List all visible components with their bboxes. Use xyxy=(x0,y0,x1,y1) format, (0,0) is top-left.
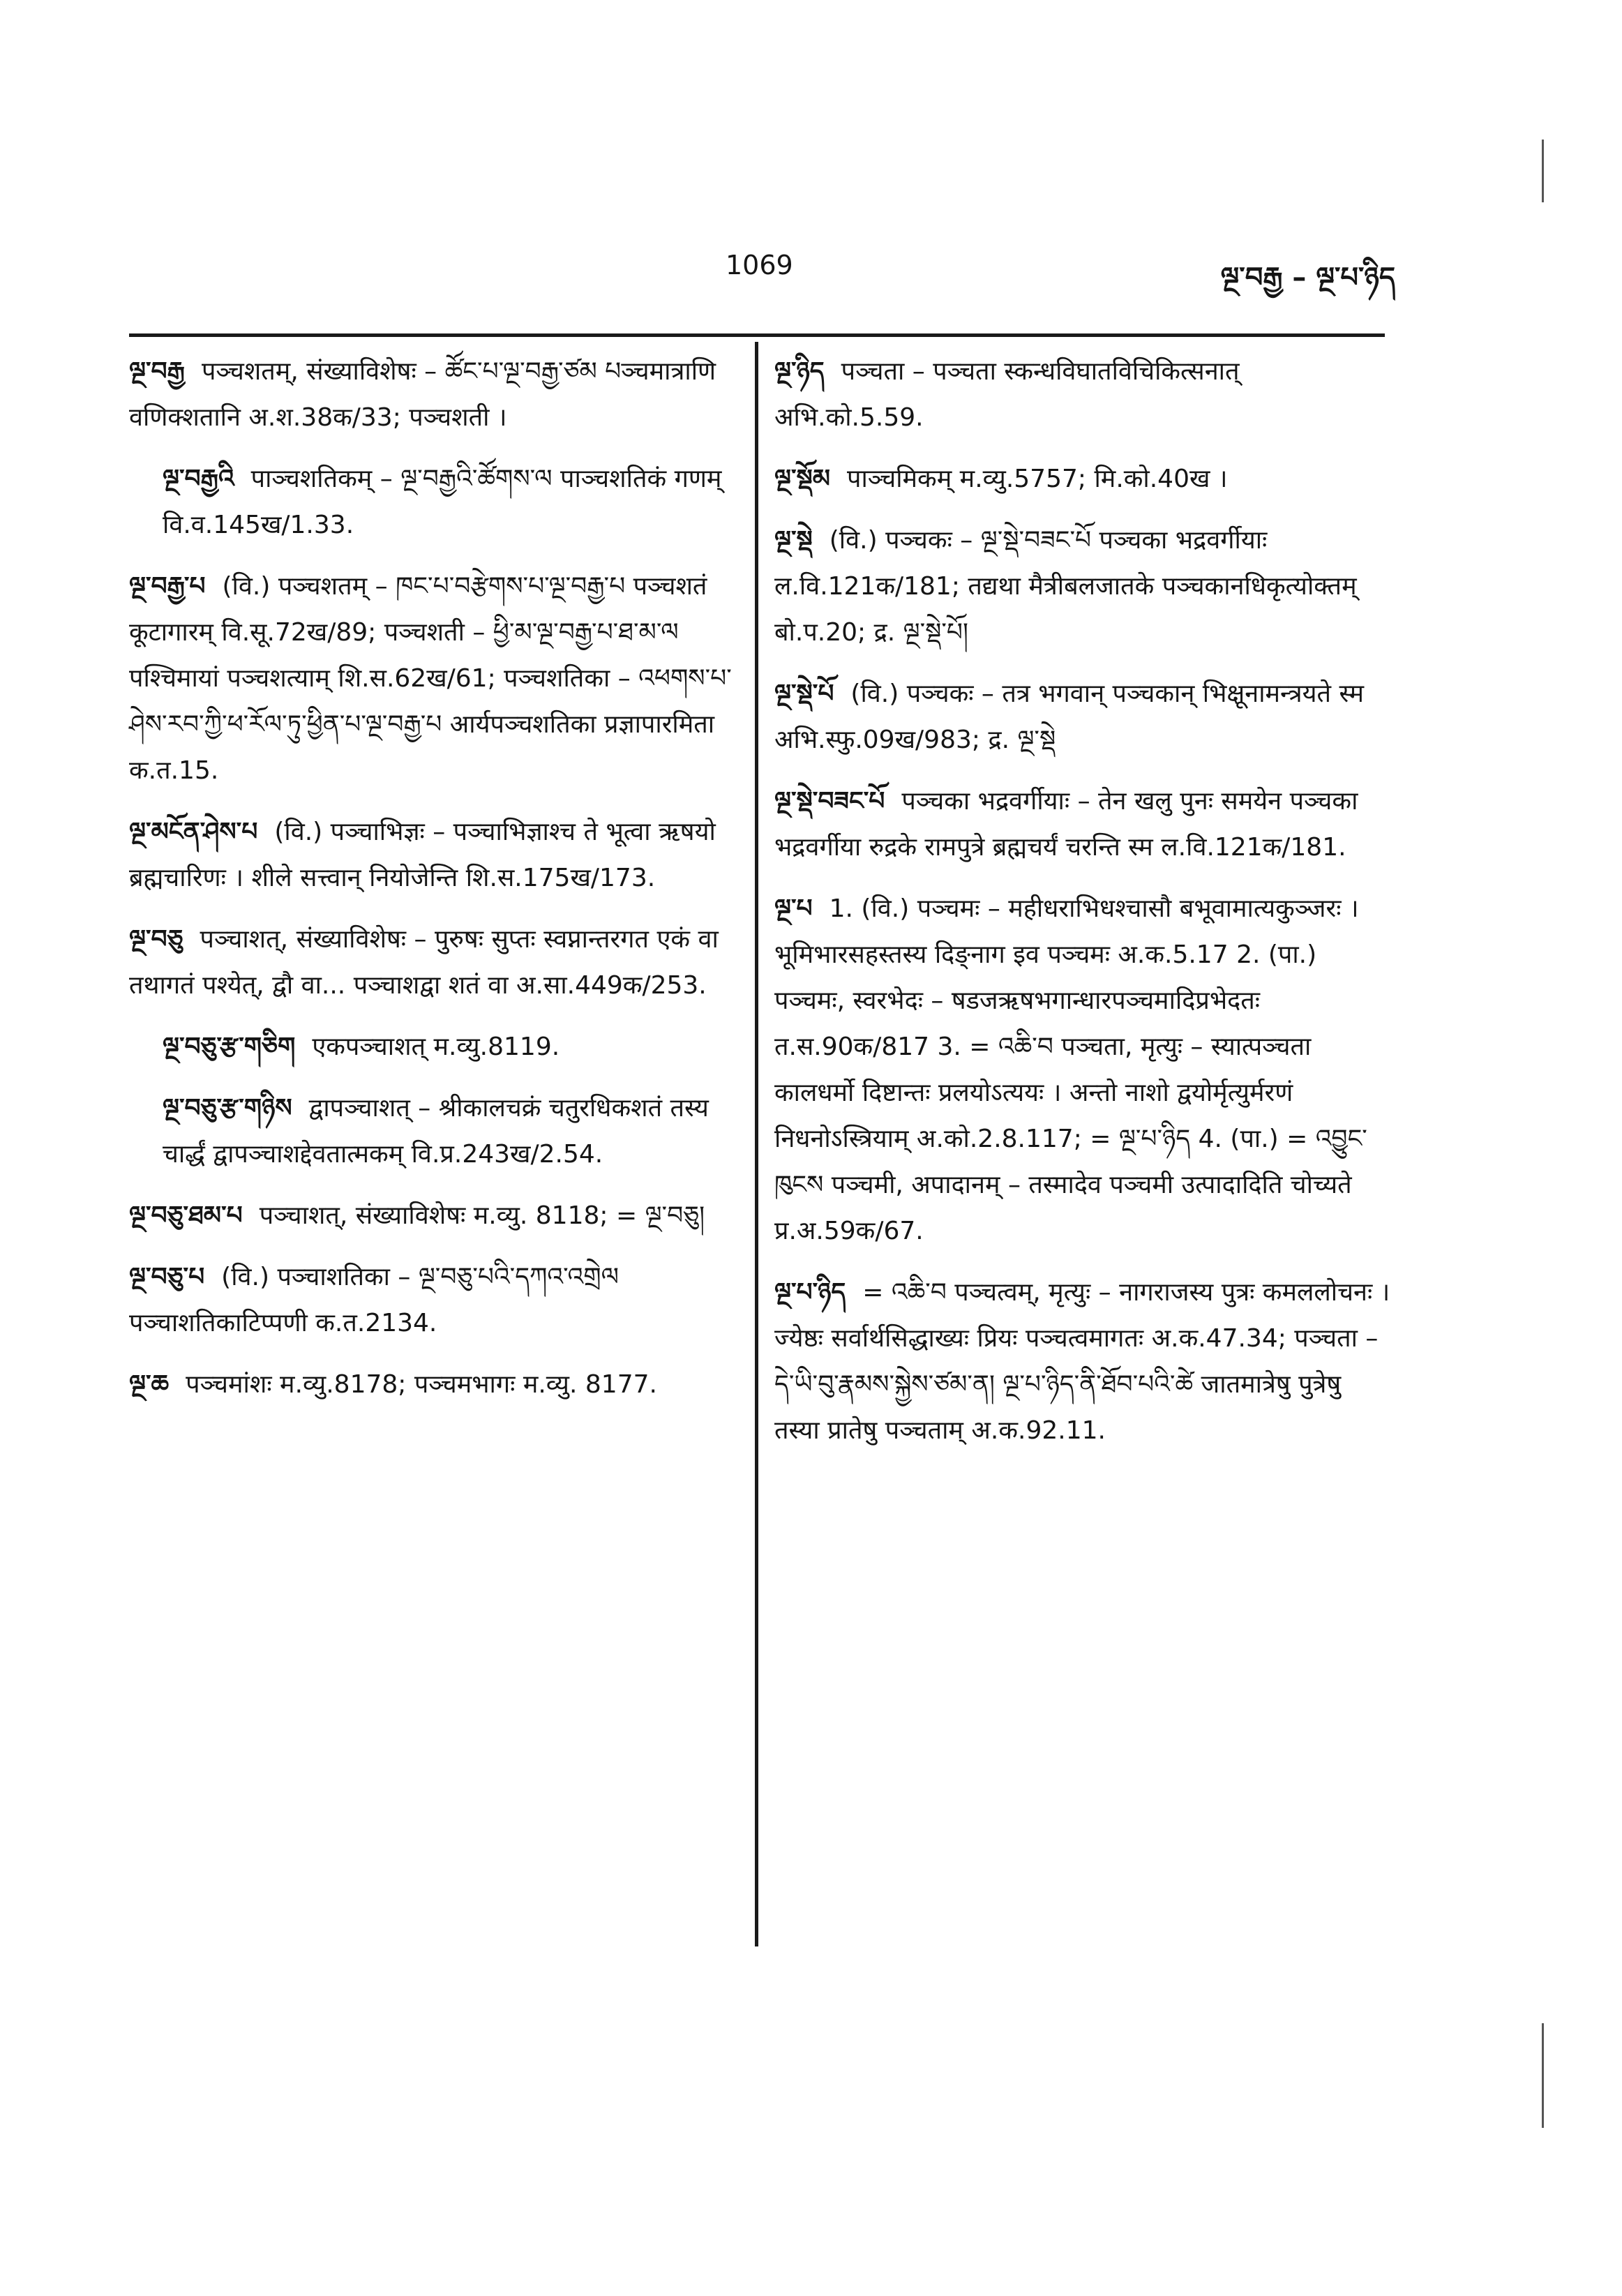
definition: पञ्चाशत्, संख्याविशेषः – पुरुषः सुप्तः स्वप्नान्तरगत एकं वा तथागतं पश्येत्, द्वौ वा... पञ्चाशद्वा शतं वा अ.सा.449क/253. xyxy=(129,925,719,1000)
entry xyxy=(129,1254,736,1346)
headword: ལྔ་མངོན་ཤེས་པ xyxy=(129,818,258,846)
definition: (वि.) पञ्चकः – ལྔ་སྡེ་བཟང་པོ पञ्चका भद्रवर्गीयाः ल.वि.121क/181; तद्यथा मैत्रीबलजातके पञ्चकानधिकृत्योक्तम् बो.प.20; द्र. ལྔ་སྡེ་པོ། xyxy=(774,526,1357,647)
headword: ལྔ་བརྒྱའི xyxy=(163,465,234,493)
headword: ལྔ་པ་ཉིད xyxy=(774,1278,846,1307)
definition: पञ्चका भद्रवर्गीयाः – तेन खलु पुनः समयेन पञ्चका भद्रवर्गीया रुद्रके रामपुत्रे ब्रह्मचर्यं चरन्ति स्म ल.वि.121क/181. xyxy=(774,787,1358,862)
entry xyxy=(774,1270,1392,1454)
definition: पञ्चमांशः म.व्यु.8178; पञ्चमभागः म.व्यु. 8177. xyxy=(186,1370,657,1399)
headword: ལྔ་བཅུ་པ xyxy=(129,1263,205,1291)
headword: ལྔ་བརྒྱ xyxy=(129,357,185,386)
headword: ལྔ་བཅུ xyxy=(129,925,183,954)
definition: पञ्चशतम्, संख्याविशेषः – ཚོང་པ་ལྔ་བརྒྱ་ཙམ པञ्चमात्राणि वणिक्शतानि अ.श.38क/33; पञ्चशती । xyxy=(129,357,716,432)
definition: (वि.) पञ्चकः – तत्र भगवान् पञ्चकान् भिक्षूनामन्त्रयते स्म अभि.स्फु.09ख/983; द्र. ལྔ་སྡེ xyxy=(774,680,1365,754)
definition: द्वापञ्चाशत् – श्रीकालचक्रं चतुरधिकशतं तस्य चार्द्धं द्वापञ्चाशद्देवतात्मकम् वि.प्र.243ख/2.54. xyxy=(163,1094,709,1169)
entry xyxy=(774,349,1392,441)
margin-mark xyxy=(1542,140,1544,202)
headword: ལྔ་པ xyxy=(774,894,813,923)
definition: एकपञ्चाशत् म.व्यु.8119. xyxy=(312,1033,560,1061)
definition: पञ्चता – पञ्चता स्कन्धविघातविचिकित्सनात् अभि.को.5.59. xyxy=(774,357,1240,432)
headword: ལྔ་བརྒྱ་པ xyxy=(129,572,206,601)
definition: पाञ्चमिकम् म.व्यु.5757; मि.को.40ख । xyxy=(847,465,1228,493)
entry xyxy=(774,518,1392,656)
page-number: 1069 xyxy=(726,250,793,280)
running-head: ལྔ་བརྒྱ – ལྔ་པ་ཉིད xyxy=(1220,262,1395,294)
entry xyxy=(129,456,736,548)
entry xyxy=(129,1086,736,1178)
entry xyxy=(129,809,736,901)
headword: ལྔ་ཉིད xyxy=(774,357,825,386)
headword: ལྔ་བཅུ་རྩ་གཅིག xyxy=(163,1033,296,1061)
headword: ལྔ་སྡེ་བཟང་པོ xyxy=(774,787,885,816)
entry xyxy=(774,456,1392,502)
headword: ལྔ་སྡེ་པོ xyxy=(774,680,834,708)
entry xyxy=(129,1193,736,1239)
right-column xyxy=(774,349,1392,1469)
entry xyxy=(129,1362,736,1408)
headword: ལྔ་སྡོམ xyxy=(774,465,831,493)
entry xyxy=(774,671,1392,763)
entry xyxy=(774,779,1392,871)
definition: 1. (वि.) पञ्चमः – महीधराभिधश्चासौ बभूवामात्यकुञ्जरः । भूमिभारसहस्तस्य दिङ्नाग इव पञ्चमः अ.क.5.17 2. (पा.) पञ्चमः, स्वरभेदः – षडजऋषभगान्धारपञ्चमादिप्रभेदतः त.स.90क/817 3. = འཆི་བ पञ्चता, मृत्युः – स्यात्पञ्चता कालधर्मो दिष्टान्तः प्रलयोऽत्ययः । अन्तो नाशो द्वयोर्मृत्युर्मरणं निधनोऽस्त्रियाम् अ.को.2.8.117; = ལྔ་པ་ཉིད 4. (पा.) = འབྱུང་ཁུངས पञ्चमी, अपादानम् – तस्मादेव पञ्चमी उत्पादादिति चोच्यते प्र.अ.59क/67. xyxy=(774,894,1367,1245)
definition: (वि.) पञ्चाभिज्ञः – पञ्चाभिज्ञाश्च ते भूत्वा ऋषयो ब्रह्मचारिणः । शीले सत्त्वान् नियोजेन्ति शि.स.175ख/173. xyxy=(129,818,716,892)
definition: पाञ्चशतिकम् – ལྔ་བརྒྱའི་ཚོགས་ལ पाञ्चशतिकं गणम् वि.व.145ख/1.33. xyxy=(163,465,722,539)
headword: ལྔ་བཅུ་ཐམ་པ xyxy=(129,1201,243,1230)
entry xyxy=(129,917,736,1009)
entry xyxy=(774,886,1392,1254)
margin-mark xyxy=(1542,2023,1544,2128)
definition: (वि.) पञ्चाशतिका – ལྔ་བཅུ་པའི་དཀའ་འགྲེལ पञ्चाशतिकाटिप्पणी क.त.2134. xyxy=(129,1263,619,1337)
column-rule xyxy=(755,342,758,1946)
header-rule xyxy=(129,333,1385,337)
left-column xyxy=(129,349,736,1423)
headword: ལྔ་ཆ xyxy=(129,1370,170,1399)
headword: ལྔ་སྡེ xyxy=(774,526,813,555)
definition: = འཆི་བ पञ्चत्वम्, मृत्युः – नागराजस्य पुत्रः कमललोचनः । ज्येष्ठः सर्वार्थसिद्धाख्यः प्रियः पञ्चत्वमागतः अ.क.47.34; पञ्चता – དེ་ཡི་བུ་རྣམས་སྐྱེས་ཙམ་ན། ལྔ་པ་ཉིད་ནི་ཐོབ་པའི་ཚེ जातमात्रेषु पुत्रेषु तस्या प्रातेषु पञ्चताम् अ.क.92.11. xyxy=(774,1278,1390,1445)
entry xyxy=(129,349,736,441)
definition: (वि.) पञ्चशतम् – ཁང་པ་བརྩེགས་པ་ལྔ་བརྒྱ་པ पञ्चशतं कूटागारम् वि.सू.72ख/89; पञ्चशती – ཕྱི་མ་ལྔ་བརྒྱ་པ་ཐ་མ་ལ पश्चिमायां पञ्चशत्याम् शि.स.62ख/61; पञ्चशतिका – འཕགས་པ་ཤེས་རབ་ཀྱི་ཕ་རོལ་ཏུ་ཕྱིན་པ་ལྔ་བརྒྱ་པ आर्यपञ्चशतिका प्रज्ञापारमिता क.त.15. xyxy=(129,572,732,785)
entry xyxy=(129,564,736,794)
definition: पञ्चाशत्, संख्याविशेषः म.व्यु. 8118; = ལྔ་བཅུ། xyxy=(259,1201,705,1230)
entry xyxy=(129,1024,736,1070)
headword: ལྔ་བཅུ་རྩ་གཉིས xyxy=(163,1094,292,1123)
